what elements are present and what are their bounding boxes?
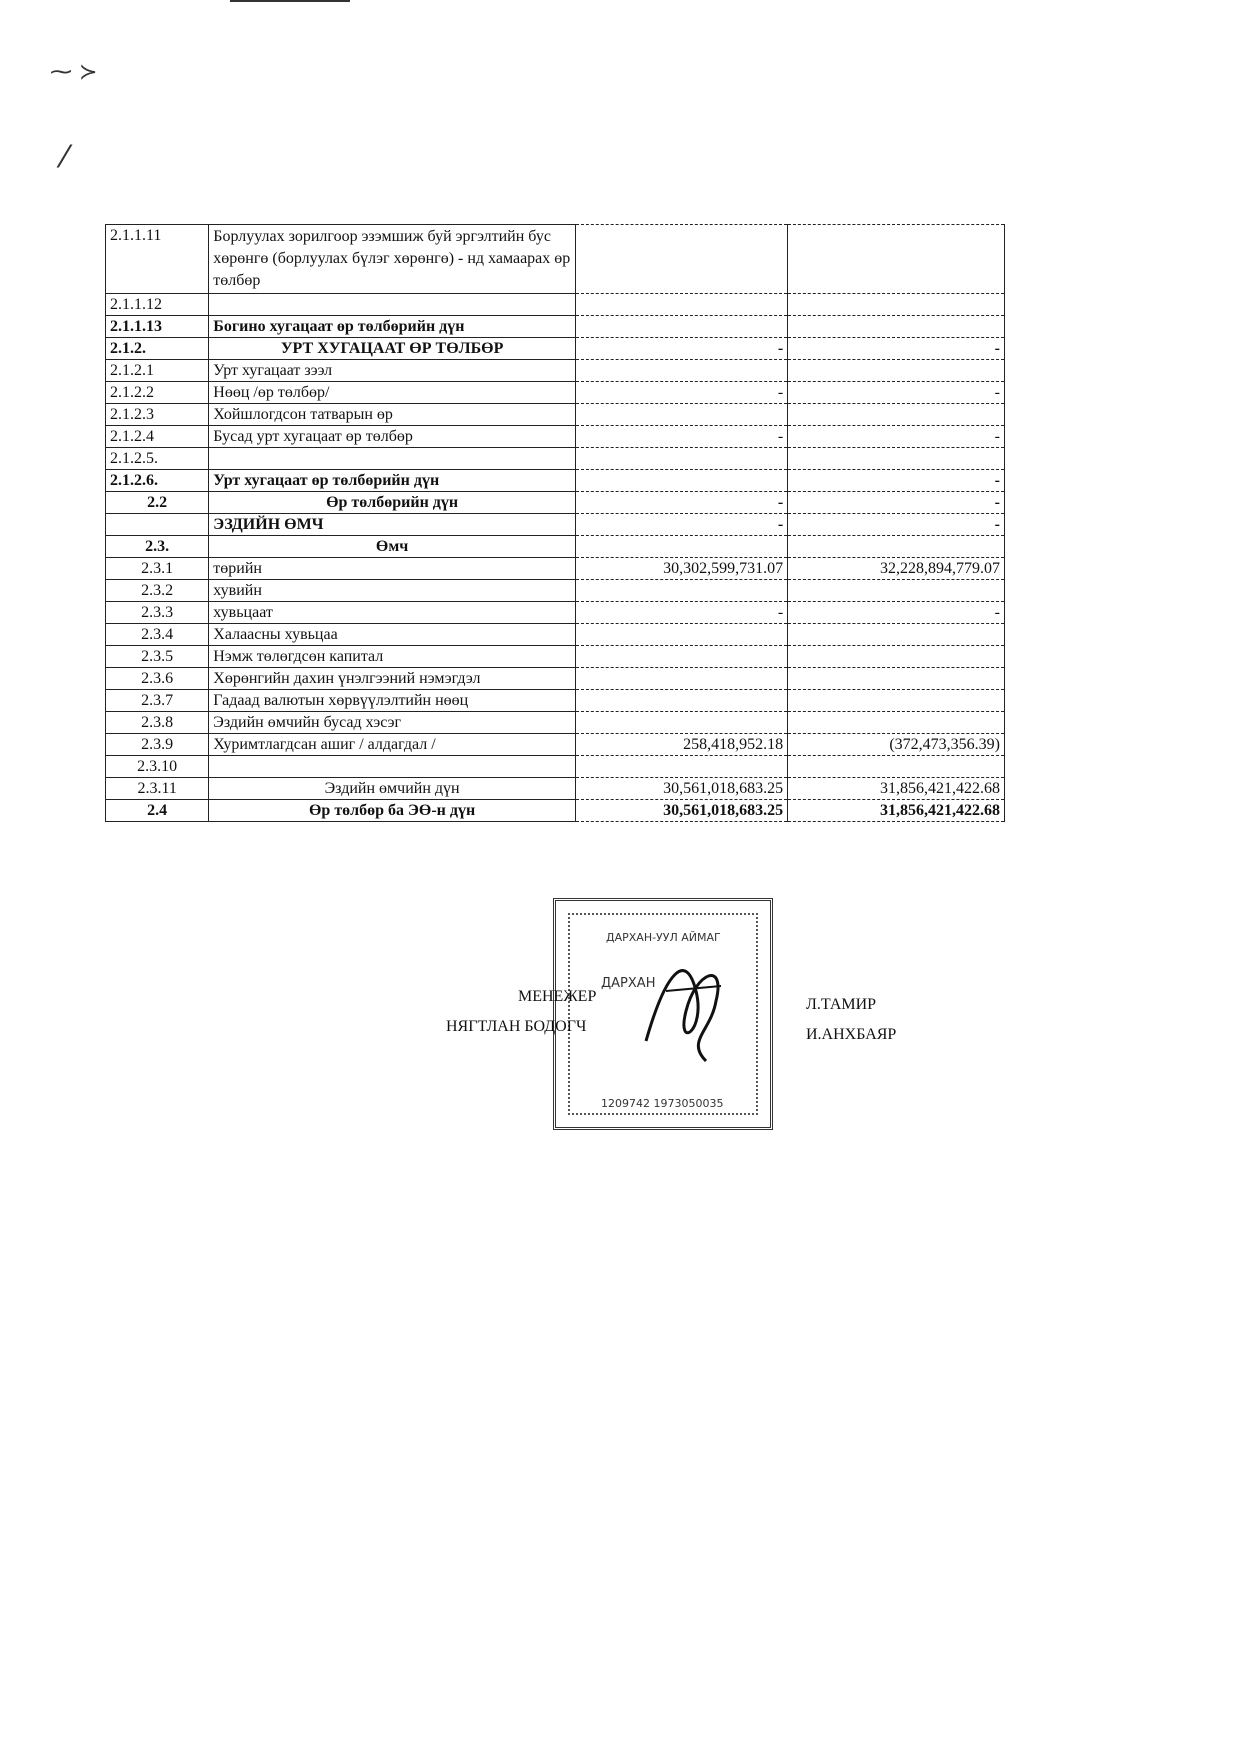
row-code: [106, 514, 209, 536]
row-value-previous: [788, 668, 1005, 690]
table-row: [106, 778, 1005, 800]
row-value-previous: [788, 536, 1005, 558]
row-value-current: [575, 360, 787, 382]
row-code: 2.2: [106, 492, 209, 514]
row-value-current: 30,561,018,683.25: [575, 800, 787, 822]
table-row: [106, 558, 1005, 580]
row-value-current: [575, 536, 787, 558]
row-value-current: [575, 225, 787, 294]
row-value-current: [575, 316, 787, 338]
row-value-current: [575, 624, 787, 646]
table-row: [106, 448, 1005, 470]
row-value-previous: [788, 580, 1005, 602]
row-code: 2.1.1.12: [106, 294, 209, 316]
row-name: [209, 756, 576, 778]
row-name: Нэмж төлөгдсөн капитал: [209, 646, 576, 668]
row-name: Нөөц /өр төлбөр/: [209, 382, 576, 404]
row-name: Хуримтлагдсан ашиг / алдагдал /: [209, 734, 576, 756]
table-row: [106, 225, 1005, 294]
row-code: 2.1.2.: [106, 338, 209, 360]
row-value-previous: [788, 448, 1005, 470]
row-code: 2.3.: [106, 536, 209, 558]
row-code: 2.1.2.5.: [106, 448, 209, 470]
row-value-previous: [788, 316, 1005, 338]
row-code: 2.3.7: [106, 690, 209, 712]
signature-scribble: [626, 931, 746, 1081]
row-value-current: [575, 756, 787, 778]
row-name: Бусад урт хугацаат өр төлбөр: [209, 426, 576, 448]
row-value-previous: 32,228,894,779.07: [788, 558, 1005, 580]
row-code: 2.3.6: [106, 668, 209, 690]
row-code: 2.1.2.2: [106, 382, 209, 404]
manager-label: МЕНЕЖЕР: [518, 988, 597, 1005]
scan-mark-slash: ⁄: [62, 140, 68, 175]
row-value-previous: -: [788, 382, 1005, 404]
stamp-bottom-text: 1209742 1973050035: [601, 1097, 724, 1110]
row-name: Эздийн өмчийн дүн: [209, 778, 576, 800]
row-value-previous: -: [788, 426, 1005, 448]
row-code: 2.3.11: [106, 778, 209, 800]
row-name: УРТ ХУГАЦААТ ӨР ТӨЛБӨР: [209, 338, 576, 360]
table-row: [106, 536, 1005, 558]
table-row: [106, 580, 1005, 602]
table-row: [106, 360, 1005, 382]
row-name: Урт хугацаат зээл: [209, 360, 576, 382]
row-value-previous: (372,473,356.39): [788, 734, 1005, 756]
stamp-top-text: ДАРХАН-УУЛ АЙМАГ: [606, 931, 721, 944]
row-code: 2.3.4: [106, 624, 209, 646]
row-value-current: 30,302,599,731.07: [575, 558, 787, 580]
table-row: [106, 646, 1005, 668]
row-value-current: [575, 294, 787, 316]
row-name: Богино хугацаат өр төлбөрийн дүн: [209, 316, 576, 338]
table-row: [106, 756, 1005, 778]
row-code: 2.3.3: [106, 602, 209, 624]
row-name: Хойшлогдсон татварын өр: [209, 404, 576, 426]
table-row: [106, 316, 1005, 338]
row-code: 2.1.2.1: [106, 360, 209, 382]
scan-mark-line: [230, 0, 350, 2]
table-row: [106, 624, 1005, 646]
balance-sheet-table: [105, 224, 1005, 822]
row-value-previous: [788, 404, 1005, 426]
row-value-previous: [788, 712, 1005, 734]
table-row: [106, 470, 1005, 492]
row-value-previous: -: [788, 602, 1005, 624]
balance-sheet-rows: [106, 225, 1005, 822]
row-name: Эздийн өмчийн бусад хэсэг: [209, 712, 576, 734]
row-value-current: -: [575, 492, 787, 514]
row-code: 2.1.2.3: [106, 404, 209, 426]
row-value-previous: [788, 624, 1005, 646]
row-value-previous: [788, 646, 1005, 668]
row-value-current: [575, 712, 787, 734]
row-code: 2.4: [106, 800, 209, 822]
row-name: хувьцаат: [209, 602, 576, 624]
row-value-previous: -: [788, 492, 1005, 514]
row-value-current: [575, 470, 787, 492]
row-value-current: [575, 404, 787, 426]
row-code: 2.3.2: [106, 580, 209, 602]
official-stamp: [553, 898, 773, 1130]
row-value-previous: 31,856,421,422.68: [788, 800, 1005, 822]
row-code: 2.3.8: [106, 712, 209, 734]
row-value-current: [575, 668, 787, 690]
row-name: Хөрөнгийн дахин үнэлгээний нэмэгдэл: [209, 668, 576, 690]
row-value-current: -: [575, 382, 787, 404]
row-code: 2.3.5: [106, 646, 209, 668]
accountant-name: И.АНХБАЯР: [806, 1026, 897, 1043]
table-row: [106, 668, 1005, 690]
row-code: 2.3.9: [106, 734, 209, 756]
table-row: [106, 602, 1005, 624]
row-code: 2.1.2.4: [106, 426, 209, 448]
row-value-current: [575, 646, 787, 668]
row-value-previous: [788, 690, 1005, 712]
table-row: [106, 514, 1005, 536]
row-name: Гадаад валютын хөрвүүлэлтийн нөөц: [209, 690, 576, 712]
table-row: [106, 734, 1005, 756]
row-code: 2.1.1.13: [106, 316, 209, 338]
row-value-current: [575, 690, 787, 712]
row-value-previous: -: [788, 338, 1005, 360]
table-row: [106, 426, 1005, 448]
row-value-current: -: [575, 602, 787, 624]
table-row: [106, 712, 1005, 734]
row-value-current: 258,418,952.18: [575, 734, 787, 756]
row-name: ЭЗДИЙН ӨМЧ: [209, 514, 576, 536]
accountant-label: НЯГТЛАН БОДОГЧ: [446, 1018, 587, 1035]
row-name: төрийн: [209, 558, 576, 580]
table-row: [106, 382, 1005, 404]
row-value-previous: 31,856,421,422.68: [788, 778, 1005, 800]
row-value-current: -: [575, 514, 787, 536]
row-value-current: -: [575, 426, 787, 448]
stamp-middle-text: ДАРХАН: [601, 976, 656, 991]
row-value-previous: [788, 756, 1005, 778]
row-value-previous: -: [788, 514, 1005, 536]
manager-name: Л.ТАМИР: [806, 996, 877, 1013]
row-name: Халаасны хувьцаа: [209, 624, 576, 646]
row-value-previous: [788, 360, 1005, 382]
row-code: 2.1.2.6.: [106, 470, 209, 492]
row-value-previous: [788, 294, 1005, 316]
scan-mark-topleft: ⁓ ≻: [50, 60, 98, 85]
row-name: Урт хугацаат өр төлбөрийн дүн: [209, 470, 576, 492]
table-row: [106, 338, 1005, 360]
row-value-current: -: [575, 338, 787, 360]
row-name: Өр төлбөрийн дүн: [209, 492, 576, 514]
row-code: 2.3.10: [106, 756, 209, 778]
row-name: [209, 448, 576, 470]
row-name: [209, 294, 576, 316]
table-row: [106, 800, 1005, 822]
row-code: 2.3.1: [106, 558, 209, 580]
table-row: [106, 404, 1005, 426]
row-code: 2.1.1.11: [106, 225, 209, 294]
row-name: хувийн: [209, 580, 576, 602]
row-name: Өмч: [209, 536, 576, 558]
row-value-current: 30,561,018,683.25: [575, 778, 787, 800]
table-row: [106, 690, 1005, 712]
row-value-previous: -: [788, 470, 1005, 492]
row-value-current: [575, 448, 787, 470]
row-value-previous: [788, 225, 1005, 294]
table-row: [106, 492, 1005, 514]
row-name: Борлуулах зорилгоор эзэмшиж буй эргэлтийн бус хөрөнгө (борлуулах бүлэг хөрөнгө) - нд хамаарах өр төлбөр: [209, 225, 576, 294]
row-name: Өр төлбөр ба ЭӨ-н дүн: [209, 800, 576, 822]
row-value-current: [575, 580, 787, 602]
table-row: [106, 294, 1005, 316]
